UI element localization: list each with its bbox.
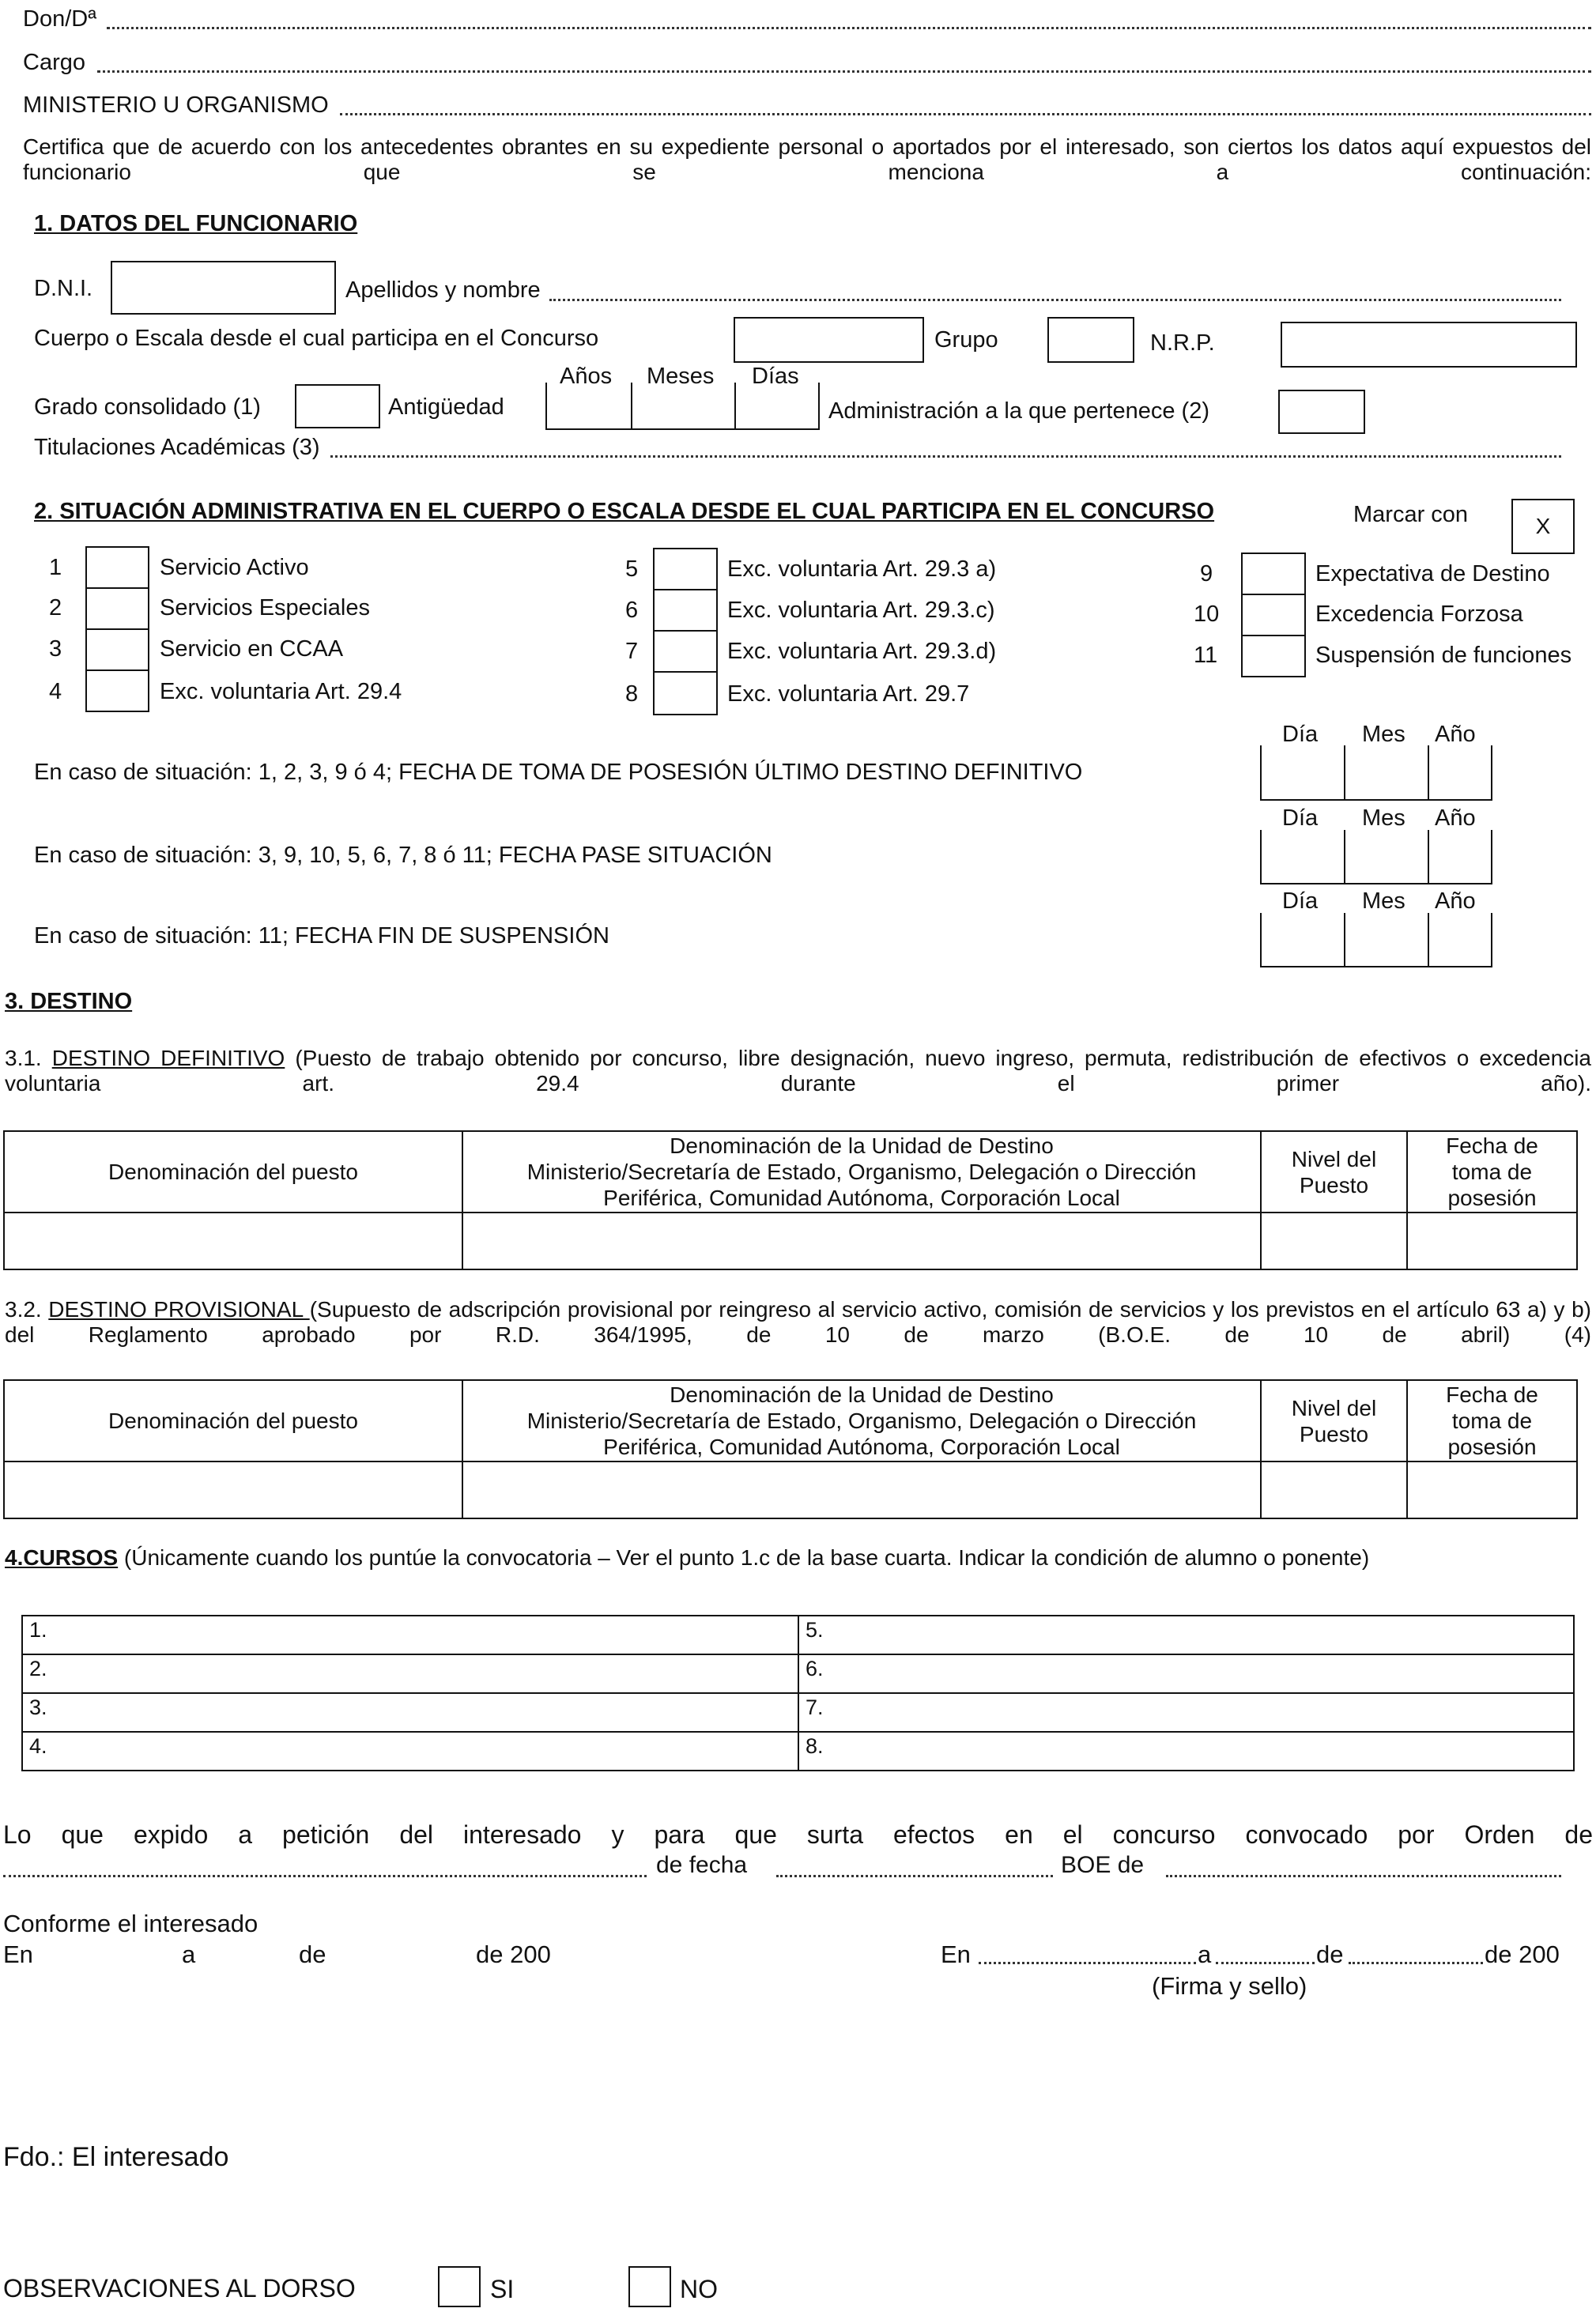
destino-provisional-text: 3.2. DESTINO PROVISIONAL (Supuesto de adscripción provisional por reingreso al servicio activo, comisión de servicios y los previstos en el artículo 63 a) y b) del Reglamento aprobado por R.D. 364/1995, de 10 de marzo (B.O.E. de 10 de abril) (4): [5, 1297, 1591, 1347]
de-right-label: de: [1316, 1940, 1344, 1968]
expido-text: Lo que expido a petición del interesado y para que surta efectos en el concurso convocado por Orden de: [3, 1820, 1593, 1849]
situacion-label: Exc. voluntaria Art. 29.4: [160, 679, 402, 704]
a-label: a: [182, 1940, 196, 1968]
checkbox-situacion-8[interactable]: [653, 671, 718, 715]
meses-label: Meses: [647, 364, 715, 389]
antiguedad-dias-input[interactable]: [736, 384, 817, 428]
nrp-label: N.R.P.: [1150, 330, 1215, 356]
no-label: NO: [680, 2275, 718, 2303]
situacion-num: 6: [625, 598, 639, 623]
fecha-pase-label: En caso de situación: 3, 9, 10, 5, 6, 7, 8 ó 11; FECHA PASE SITUACIÓN: [34, 843, 772, 868]
fecha-field[interactable]: [776, 1875, 1053, 1877]
boe-field[interactable]: [1166, 1875, 1561, 1877]
situacion-num: 7: [625, 639, 639, 664]
conforme-label: Conforme el interesado: [3, 1910, 258, 1937]
curso-cell[interactable]: 2.: [22, 1654, 798, 1693]
curso-cell[interactable]: 4.: [22, 1732, 798, 1771]
cell-nivel-input[interactable]: [1261, 1462, 1407, 1518]
anios-label: Años: [560, 364, 613, 389]
dia-label: Día: [1282, 805, 1319, 831]
cell-nivel-input[interactable]: [1261, 1213, 1407, 1269]
observaciones-label: OBSERVACIONES AL DORSO: [3, 2274, 356, 2303]
checkbox-situacion-11[interactable]: [1241, 635, 1306, 677]
situacion-label: Servicios Especiales: [160, 595, 370, 620]
no-checkbox[interactable]: [628, 2266, 671, 2307]
orden-field[interactable]: [3, 1875, 647, 1877]
situacion-num: 9: [1200, 561, 1213, 586]
checkbox-situacion-10[interactable]: [1241, 594, 1306, 636]
dia-label: Día: [1282, 888, 1319, 914]
checkbox-situacion-3[interactable]: [85, 628, 149, 671]
section2-title: 2. SITUACIÓN ADMINISTRATIVA EN EL CUERPO O ESCALA DESDE EL CUAL PARTICIPA EN EL CONCURSO: [34, 499, 1215, 524]
section4-text: (Únicamente cuando los puntúe la convocatoria – Ver el punto 1.c de la base cuarta. Indicar la condición de alumno o ponente): [118, 1545, 1370, 1570]
grado-label: Grado consolidado (1): [34, 394, 261, 420]
section4-title: 4.CURSOS: [5, 1545, 119, 1570]
si-checkbox[interactable]: [438, 2266, 481, 2307]
dia-field[interactable]: [1216, 1962, 1315, 1964]
don-label: Don/Dª: [23, 6, 96, 32]
de200-label: de 200: [476, 1940, 551, 1968]
cell-puesto-input[interactable]: [4, 1462, 462, 1518]
situacion-label: Servicio en CCAA: [160, 636, 344, 662]
situacion-num: 1: [49, 555, 62, 580]
ministerio-label: MINISTERIO U ORGANISMO: [23, 92, 329, 118]
anio-label: Año: [1435, 888, 1476, 914]
dni-input[interactable]: [111, 261, 336, 315]
marcar-label: Marcar con: [1353, 502, 1469, 527]
fecha-fin-input[interactable]: [1262, 915, 1491, 966]
curso-cell[interactable]: 3.: [22, 1693, 798, 1732]
curso-cell[interactable]: 6.: [798, 1654, 1574, 1693]
curso-cell[interactable]: 8.: [798, 1732, 1574, 1771]
fecha-toma-input[interactable]: [1262, 747, 1491, 799]
situacion-label: Servicio Activo: [160, 555, 309, 580]
antiguedad-label: Antigüedad: [388, 394, 504, 420]
situacion-label: Exc. voluntaria Art. 29.3.c): [727, 598, 995, 623]
header-nivel: Nivel del Puesto: [1261, 1131, 1407, 1213]
situacion-num: 8: [625, 681, 639, 707]
en-label: En: [3, 1940, 33, 1968]
de-fecha-label: de fecha: [656, 1852, 748, 1878]
cell-unidad-input[interactable]: [462, 1213, 1261, 1269]
anio-label: Año: [1435, 805, 1476, 831]
lugar-field[interactable]: [979, 1962, 1196, 1964]
apellidos-label: Apellidos y nombre: [345, 277, 541, 303]
grado-input[interactable]: [295, 384, 380, 428]
certifica-text: Certifica que de acuerdo con los antecedentes obrantes en su expediente personal o aportados por el interesado, son ciertos los datos aquí expuestos del funcionario que se menciona a continuación:: [23, 134, 1591, 184]
curso-cell[interactable]: 1.: [22, 1616, 798, 1654]
section1-title: 1. DATOS DEL FUNCIONARIO: [34, 211, 358, 236]
situacion-num: 10: [1194, 602, 1220, 627]
situacion-label: Exc. voluntaria Art. 29.3 a): [727, 556, 997, 582]
header-puesto: Denominación del puesto: [4, 1380, 462, 1462]
section3-title: 3. DESTINO: [5, 989, 133, 1014]
nrp-input[interactable]: [1281, 322, 1577, 368]
situacion-label: Exc. voluntaria Art. 29.3.d): [727, 639, 997, 664]
mes-label: Mes: [1362, 888, 1405, 914]
firma-label: (Firma y sello): [1152, 1972, 1307, 2000]
situacion-label: Excedencia Forzosa: [1315, 602, 1523, 627]
cursos-table: [21, 1615, 1575, 1771]
fecha-fin-label: En caso de situación: 11; FECHA FIN DE SUSPENSIÓN: [34, 923, 609, 949]
header-puesto: Denominación del puesto: [4, 1131, 462, 1213]
situacion-num: 3: [49, 636, 62, 662]
situacion-label: Suspensión de funciones: [1315, 643, 1572, 668]
boe-de-label: BOE de: [1061, 1852, 1145, 1878]
antiguedad-meses-input[interactable]: [632, 384, 733, 428]
apellidos-field[interactable]: [549, 299, 1561, 301]
dia-label: Día: [1282, 722, 1319, 747]
header-unidad: Denominación de la Unidad de Destino Ministerio/Secretaría de Estado, Organismo, Delegación o Dirección Periférica, Comunidad Autónoma, Corporación Local: [462, 1380, 1261, 1462]
cargo-field[interactable]: [97, 70, 1591, 73]
curso-cell[interactable]: 7.: [798, 1693, 1574, 1732]
mes-label: Mes: [1362, 722, 1405, 747]
header-fecha: Fecha de toma de posesión: [1407, 1131, 1577, 1213]
antiguedad-anios-input[interactable]: [547, 384, 629, 428]
situacion-num: 5: [625, 556, 639, 582]
destino-provisional-table: [3, 1379, 1578, 1519]
cuerpo-input[interactable]: [734, 317, 924, 363]
situacion-num: 11: [1194, 643, 1218, 668]
header-unidad: Denominación de la Unidad de Destino Ministerio/Secretaría de Estado, Organismo, Delegación o Dirección Periférica, Comunidad Autónoma, Corporación Local: [462, 1131, 1261, 1213]
checkbox-situacion-6[interactable]: [653, 589, 718, 632]
marcar-example-box: X: [1511, 499, 1575, 554]
destino-definitivo-table: [3, 1130, 1578, 1270]
fdo-label: Fdo.: El interesado: [3, 2142, 229, 2172]
header-nivel: Nivel del Puesto: [1261, 1380, 1407, 1462]
checkbox-situacion-2[interactable]: [85, 587, 149, 630]
checkbox-situacion-9[interactable]: [1241, 553, 1306, 595]
header-fecha: Fecha de toma de posesión: [1407, 1380, 1577, 1462]
de200-right-label: de 200: [1485, 1940, 1560, 1968]
don-field[interactable]: [107, 27, 1591, 29]
cuerpo-label: Cuerpo o Escala desde el cual participa en el Concurso: [34, 326, 599, 351]
fecha-toma-label: En caso de situación: 1, 2, 3, 9 ó 4; FECHA DE TOMA DE POSESIÓN ÚLTIMO DESTINO DEFINITIVO: [34, 760, 1083, 785]
titulaciones-label: Titulaciones Académicas (3): [34, 435, 320, 460]
cell-fecha-input[interactable]: [1407, 1213, 1577, 1269]
dias-label: Días: [752, 364, 799, 389]
destino-definitivo-text: 3.1. DESTINO DEFINITIVO (Puesto de trabajo obtenido por concurso, libre designación, nuevo ingreso, permuta, redistribución de efectivos o excedencia voluntaria art. 29.4 durante el primer año).: [5, 1046, 1591, 1096]
cell-unidad-input[interactable]: [462, 1462, 1261, 1518]
checkbox-situacion-1[interactable]: [85, 546, 149, 589]
cell-fecha-input[interactable]: [1407, 1462, 1577, 1518]
curso-cell[interactable]: 5.: [798, 1616, 1574, 1654]
section4-heading: [5, 1544, 1369, 1571]
mes-label: Mes: [1362, 805, 1405, 831]
administracion-input[interactable]: [1278, 390, 1365, 434]
situacion-label: Exc. voluntaria Art. 29.7: [727, 681, 970, 707]
en-right-label: En: [941, 1940, 971, 1968]
checkbox-situacion-7[interactable]: [653, 630, 718, 673]
situacion-label: Expectativa de Destino: [1315, 561, 1550, 586]
dni-label: D.N.I.: [34, 276, 93, 301]
situacion-num: 4: [49, 679, 62, 704]
ministerio-field[interactable]: [340, 113, 1591, 115]
de-label: de: [299, 1940, 326, 1968]
checkbox-situacion-5[interactable]: [653, 548, 718, 590]
administracion-label: Administración a la que pertenece (2): [828, 398, 1209, 424]
anio-label: Año: [1435, 722, 1476, 747]
a-right-label: a: [1198, 1940, 1212, 1968]
checkbox-situacion-4[interactable]: [85, 669, 149, 712]
grupo-label: Grupo: [934, 327, 998, 353]
titulaciones-field[interactable]: [330, 455, 1561, 458]
grupo-input[interactable]: [1047, 317, 1134, 363]
cargo-label: Cargo: [23, 50, 85, 75]
situacion-num: 2: [49, 595, 62, 620]
mes-field[interactable]: [1349, 1962, 1483, 1964]
cell-puesto-input[interactable]: [4, 1213, 462, 1269]
si-label: SI: [490, 2275, 515, 2303]
fecha-pase-input[interactable]: [1262, 832, 1491, 883]
